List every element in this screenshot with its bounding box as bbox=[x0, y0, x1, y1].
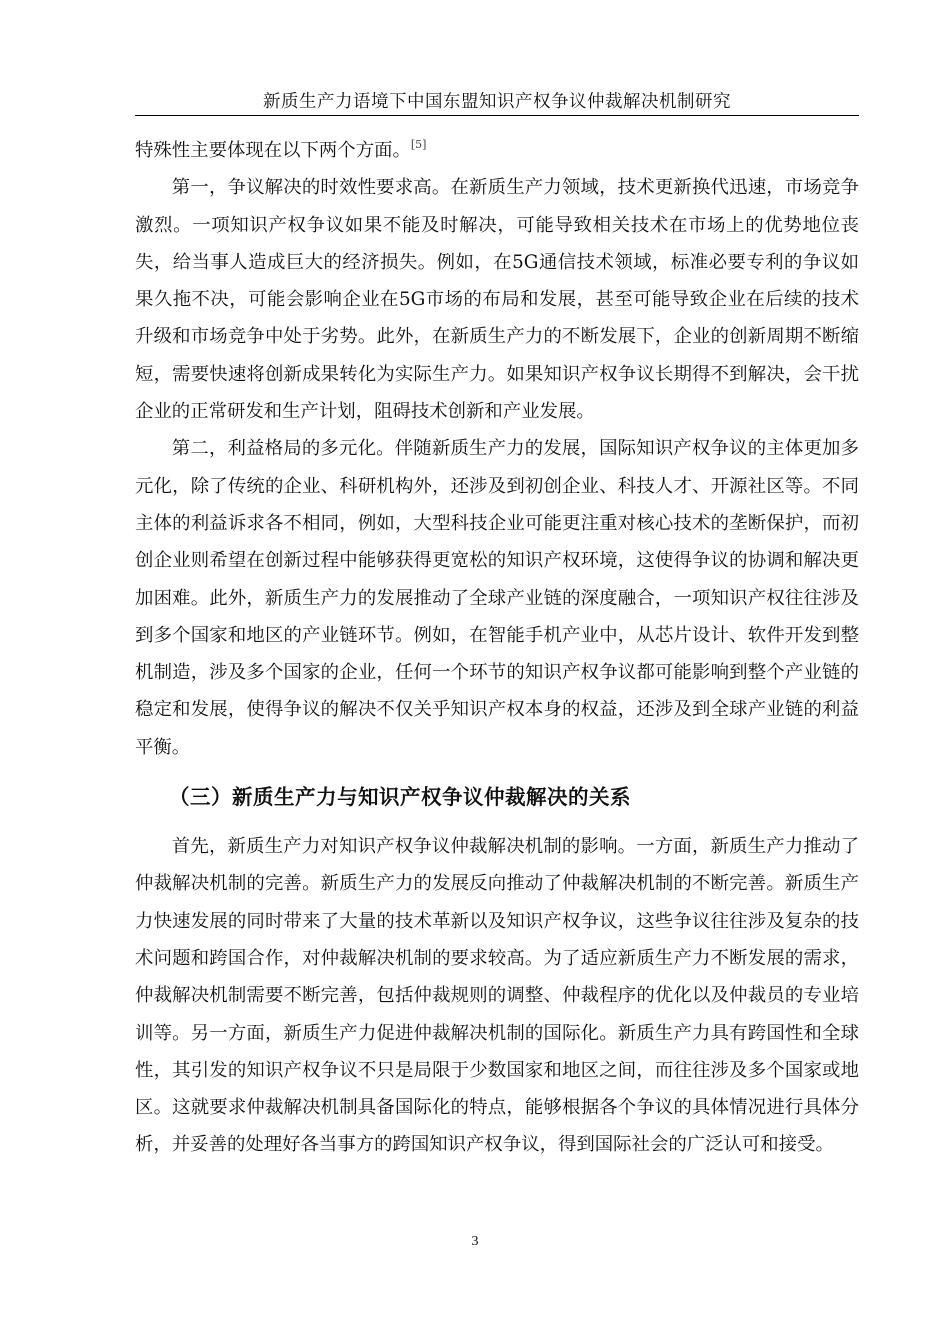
paragraph-timeliness: 第一，争议解决的时效性要求高。在新质生产力领域，技术更新换代迅速，市场竞争激烈。一项知识产权争议如果不能及时解决，可能导致相关技术在市场上的优势地位丧失，给当事人造成巨大的经济损失。例如，在5G通信技术领域，标准必要专利的争议如果久拖不决，可能会影响企业在5G市场的布局和发展，甚至可能导致企业在后续的技术升级和市场竞争中处于劣势。此外，在新质生产力的不断发展下，企业的创新周期不断缩短，需要快速将创新成果转化为实际生产力。如果知识产权争议长期得不到解决，会干扰企业的正常研发和生产计划，阻碍技术创新和产业发展。 bbox=[135, 177, 859, 423]
citation-marker: [5] bbox=[410, 138, 427, 151]
paragraph-text: 特殊性主要体现在以下两个方面。 bbox=[135, 140, 411, 161]
section-heading: （三）新质生产力与知识产权争议仲裁解决的关系 bbox=[169, 785, 631, 810]
paragraph-continuation bbox=[135, 132, 859, 169]
header-rule bbox=[135, 115, 859, 116]
paragraph-diversified-interests: 第二，利益格局的多元化。伴随新质生产力的发展，国际知识产权争议的主体更加多元化，除了传统的企业、科研机构外，还涉及到初创企业、科技人才、开源社区等。不同主体的利益诉求各不相同，例如，大型科技企业可能更注重对核心技术的垄断保护，而初创企业则希望在创新过程中能够获得更宽松的知识产权环境，这使得争议的协调和解决更加困难。此外，新质生产力的发展推动了全球产业链的深度融合，一项知识产权往往涉及到多个国家和地区的产业链环节。例如，在智能手机产业中，从芯片设计、软件开发到整机制造，涉及多个国家的企业，任何一个环节的知识产权争议都可能影响到整个产业链的稳定和发展，使得争议的解决不仅关乎知识产权本身的权益，还涉及到全球产业链的利益平衡。 bbox=[135, 438, 859, 758]
running-header: 新质生产力语境下中国东盟知识产权争议仲裁解决机制研究 bbox=[263, 92, 731, 112]
body-text bbox=[135, 132, 859, 1164]
paragraph-relationship: 首先，新质生产力对知识产权争议仲裁解决机制的影响。一方面，新质生产力推动了仲裁解决机制的完善。新质生产力的发展反向推动了仲裁解决机制的不断完善。新质生产力快速发展的同时带来了大量的技术革新以及知识产权争议，这些争议往往涉及复杂的技术问题和跨国合作，对仲裁解决机制的要求较高。为了适应新质生产力不断发展的需求，仲裁解决机制需要不断完善，包括仲裁规则的调整、仲裁程序的优化以及仲裁员的专业培训等。另一方面，新质生产力促进仲裁解决机制的国际化。新质生产力具有跨国性和全球性，其引发的知识产权争议不只是局限于少数国家和地区之间，而往往涉及多个国家或地区。这就要求仲裁解决机制具备国际化的特点，能够根据各个争议的具体情况进行具体分析，并妥善的处理好各当事方的跨国知识产权争议，得到国际社会的广泛认可和接受。 bbox=[135, 836, 859, 1156]
page-number: 3 bbox=[471, 1234, 479, 1249]
